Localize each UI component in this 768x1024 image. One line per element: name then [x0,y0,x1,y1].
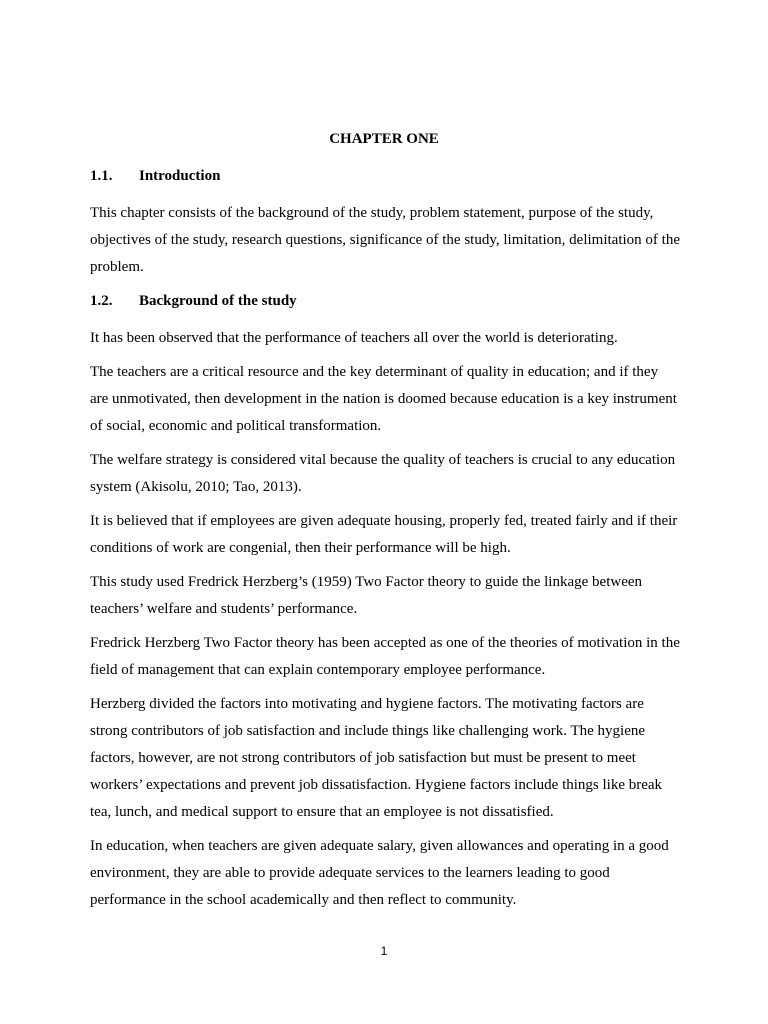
paragraph: The teachers are a critical resource and the key determinant of quality in education; and if they are unmotivated, then development in the nation is doomed because education is a key instrument of social, economic and political transformation. [90,364,677,434]
paragraph: This study used Fredrick Herzberg’s (1959) Two Factor theory to guide the linkage between teachers’ welfare and students’ performance. [90,574,643,617]
paragraph: In education, when teachers are given adequate salary, given allowances and operating in a good environment, they are able to provide adequate services to the learners leading to good performance in the school academically and then reflect to community. [90,838,669,908]
paragraph: Fredrick Herzberg Two Factor theory has been accepted as one of the theories of motivation in the field of management that can explain contemporary employee performance. [90,635,680,678]
page-number: 1 [380,944,388,958]
section-heading-background [90,292,680,310]
chapter-title: CHAPTER ONE [329,131,439,147]
section-title: Background of the study [139,293,297,309]
paragraph: The welfare strategy is considered vital because the quality of teachers is crucial to any education system (Akisolu, 2010; Tao, 2013). [90,452,676,495]
paragraph: This chapter consists of the background of the study, problem statement, purpose of the study, objectives of the study, research questions, significance of the study, limitation, delimitation of the problem. [90,205,680,275]
section-heading-introduction [90,167,680,185]
section-number: 1.2. [90,293,113,309]
paragraph: Herzberg divided the factors into motivating and hygiene factors. The motivating factors are strong contributors of job satisfaction and include things like challenging work. The hygiene factors, however, are not strong contributors of job satisfaction but must be present to meet workers’ expectations and prevent job dissatisfaction. Hygiene factors include things like break tea, lunch, and medical support to ensure that an employee is not dissatisfied. [90,696,663,820]
paragraph: It has been observed that the performance of teachers all over the world is deteriorating. [90,330,618,346]
section-title: Introduction [139,168,221,184]
document-body [90,167,680,925]
paragraph: It is believed that if employees are given adequate housing, properly fed, treated fairly and if their conditions of work are congenial, then their performance will be high. [90,513,678,556]
section-number: 1.1. [90,168,113,184]
